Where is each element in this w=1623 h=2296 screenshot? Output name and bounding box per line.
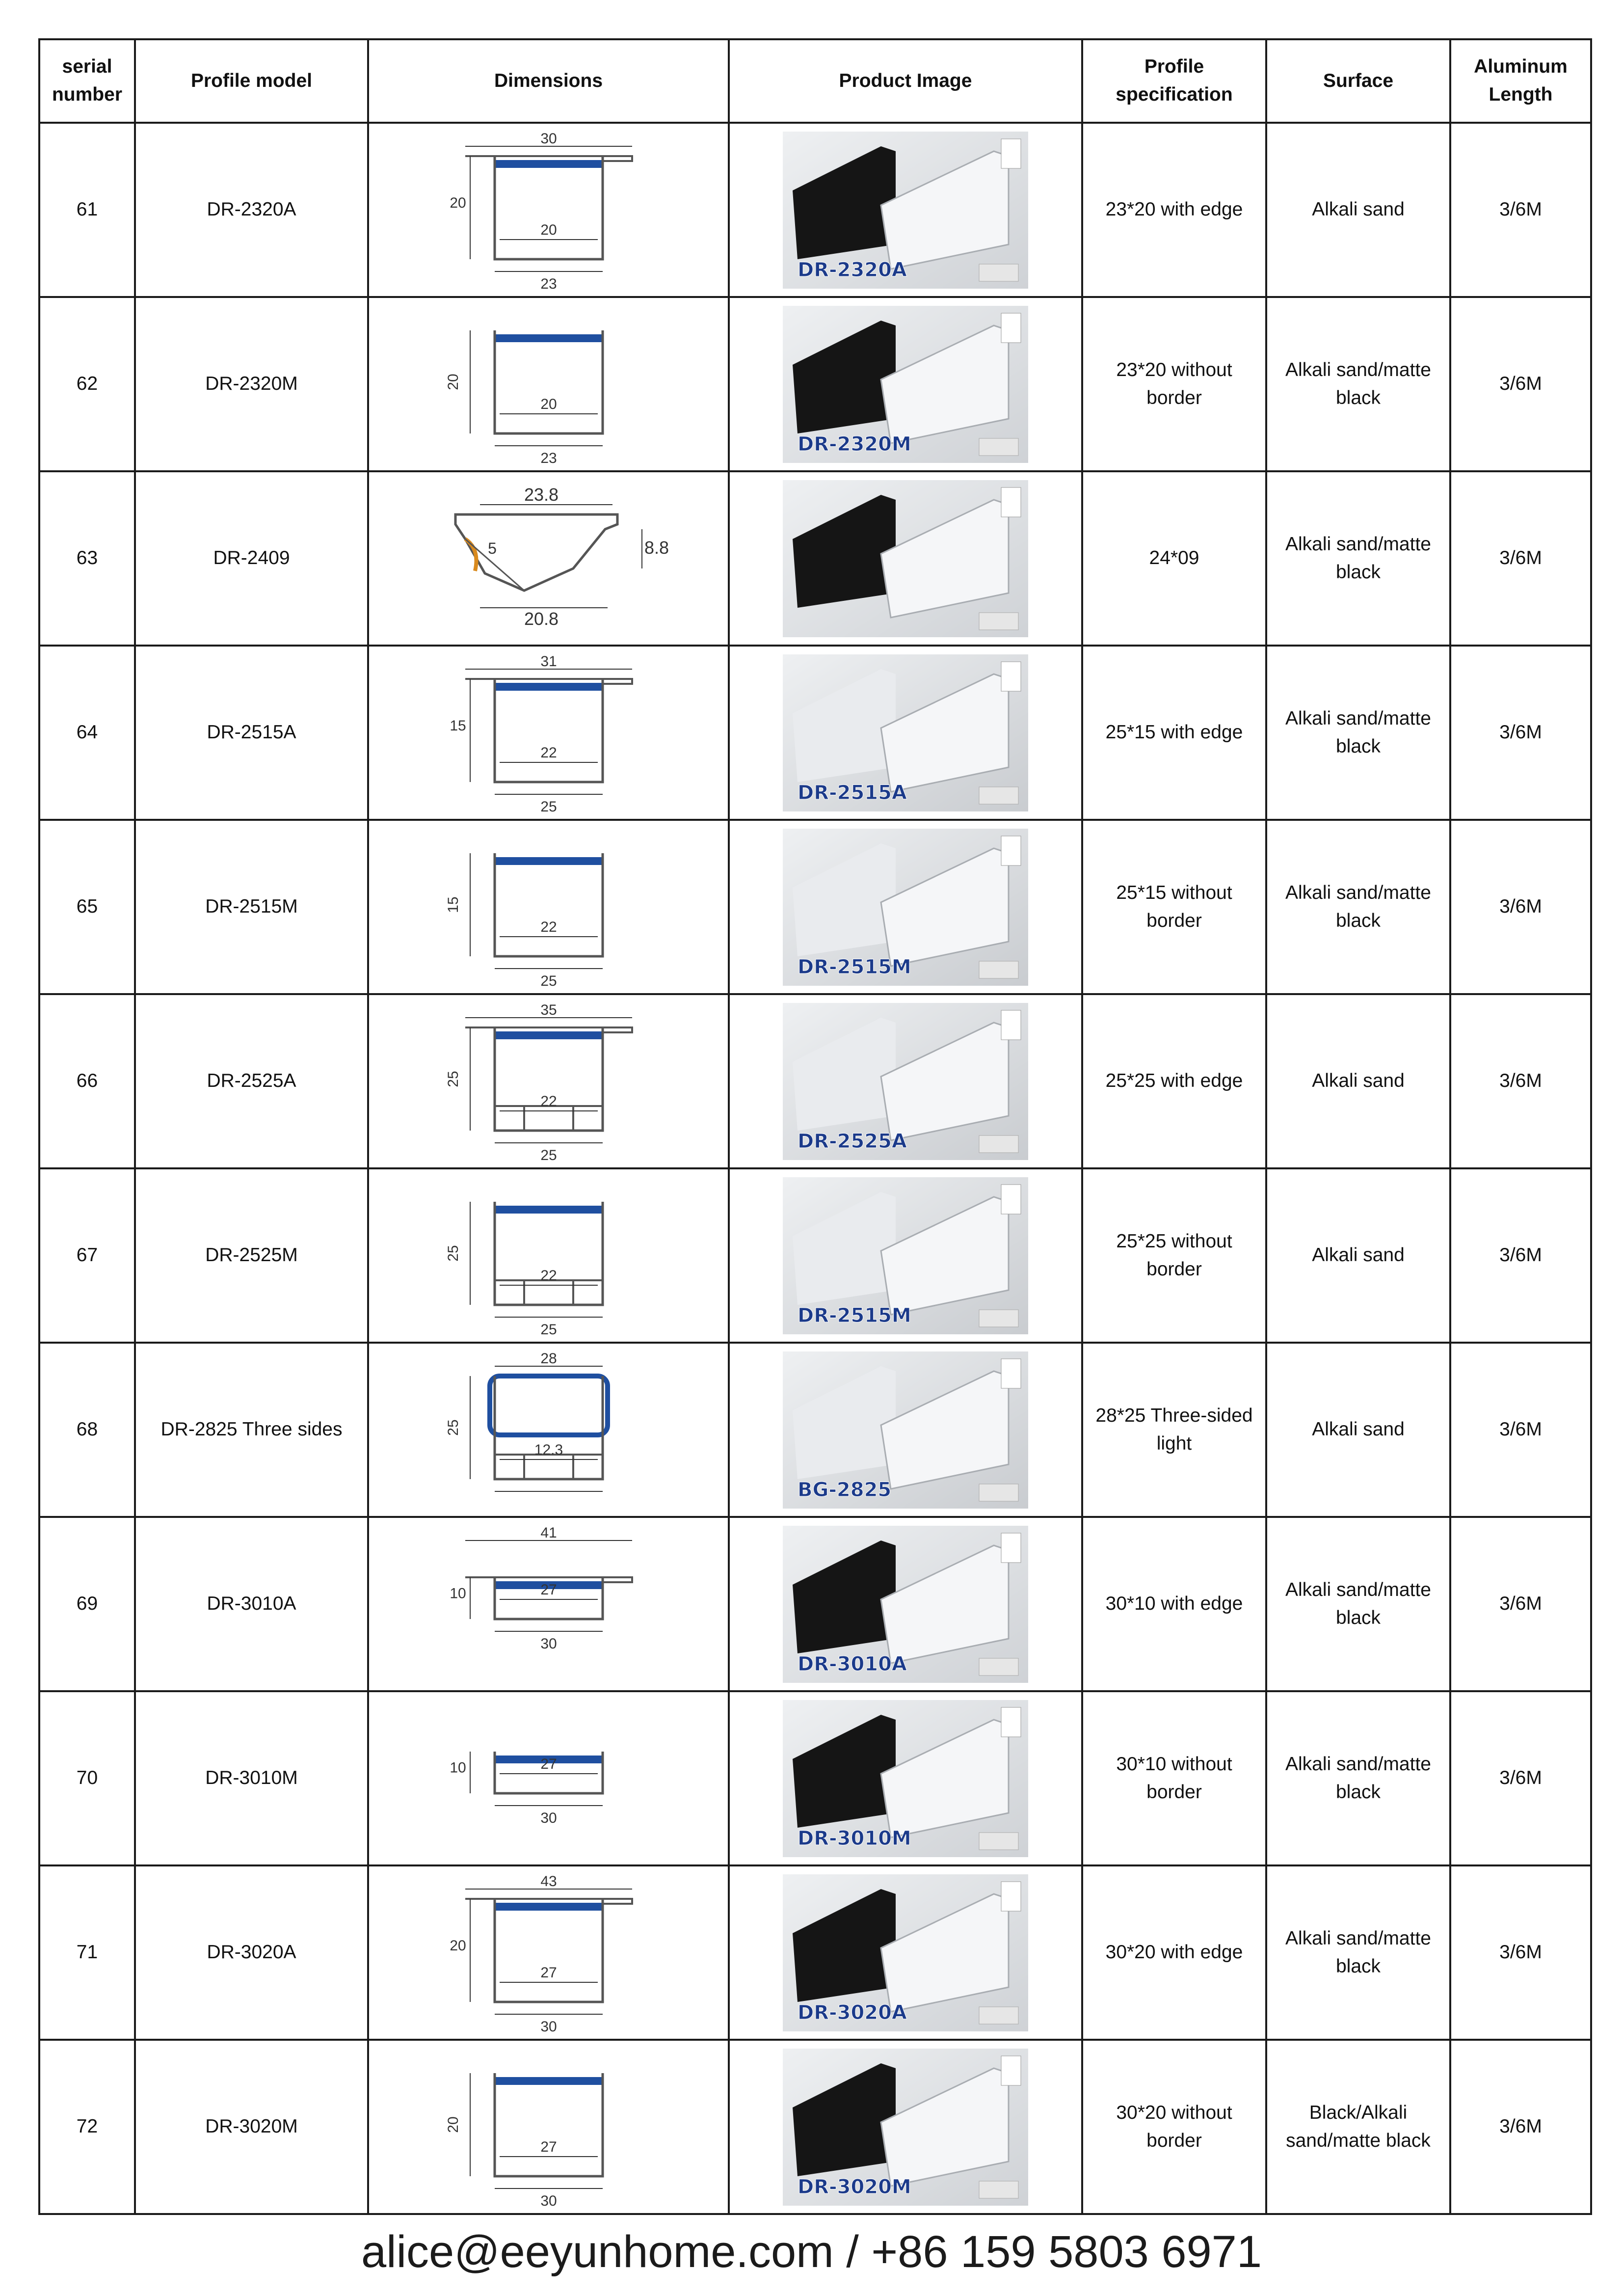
aluminum-length: 3/6M — [1450, 1865, 1591, 2040]
product-photo-label: DR-2320A — [798, 258, 907, 281]
header-spec: Profile specification — [1082, 39, 1266, 123]
aluminum-length: 3/6M — [1450, 123, 1591, 297]
dimensions-cell — [368, 471, 729, 646]
product-photo — [783, 654, 1028, 811]
profile-spec: 24*09 — [1082, 471, 1266, 646]
dimension-drawing — [411, 826, 686, 988]
product-photo-label: DR-3020M — [798, 2175, 911, 2198]
header-length: Aluminum Length — [1450, 39, 1591, 123]
dimension-drawing — [411, 1872, 686, 2034]
header-serial: serial number — [39, 39, 135, 123]
aluminum-length: 3/6M — [1450, 1168, 1591, 1343]
product-photo — [783, 1526, 1028, 1683]
aluminum-length: 3/6M — [1450, 2040, 1591, 2214]
dimensions-cell — [368, 2040, 729, 2214]
profile-model: DR-2409 — [135, 471, 368, 646]
image-cell — [729, 994, 1082, 1168]
header-image: Product Image — [729, 39, 1082, 123]
profile-model: DR-2320A — [135, 123, 368, 297]
contact-footer: alice@eeyunhome.com / +86 159 5803 6971 — [361, 2227, 1262, 2277]
dimension-label: 22 — [540, 1267, 557, 1284]
dimension-label: 5 — [487, 539, 497, 557]
table-row — [39, 994, 1591, 1168]
header-dimensions: Dimensions — [368, 39, 729, 123]
serial-number: 72 — [39, 2040, 135, 2214]
product-photo — [783, 2049, 1028, 2206]
dimension-label: 15 — [445, 896, 461, 913]
product-table — [38, 38, 1592, 2215]
product-photo — [783, 480, 1028, 637]
aluminum-length: 3/6M — [1450, 471, 1591, 646]
aluminum-length: 3/6M — [1450, 297, 1591, 471]
profile-spec: 25*15 without border — [1082, 820, 1266, 994]
dimension-label: 8.8 — [644, 537, 669, 558]
serial-number: 71 — [39, 1865, 135, 2040]
profile-model: DR-2320M — [135, 297, 368, 471]
dimension-drawing — [411, 303, 686, 465]
aluminum-length: 3/6M — [1450, 1343, 1591, 1517]
dimension-drawing — [411, 1698, 686, 1860]
dimension-label: 22 — [540, 1093, 557, 1109]
product-photo — [783, 1874, 1028, 2031]
dimension-label: 23 — [540, 450, 557, 465]
dimension-drawing — [411, 1175, 686, 1337]
dimensions-cell — [368, 1517, 729, 1691]
dimension-label: 30 — [540, 2192, 557, 2208]
dimension-drawing — [411, 478, 686, 640]
dimensions-cell — [368, 1865, 729, 2040]
product-photo — [783, 1003, 1028, 1160]
dimension-label: 31 — [540, 653, 557, 670]
dimension-drawing — [411, 1523, 686, 1685]
product-photo-label: DR-3010A — [798, 1652, 907, 1675]
product-photo-label: DR-2515A — [798, 781, 907, 804]
image-cell — [729, 1517, 1082, 1691]
dimension-label: 25 — [445, 1419, 461, 1436]
profile-model: DR-3010M — [135, 1691, 368, 1865]
image-cell — [729, 820, 1082, 994]
image-cell — [729, 2040, 1082, 2214]
dimension-label: 27 — [540, 1756, 557, 1772]
dimensions-cell — [368, 994, 729, 1168]
image-cell — [729, 1865, 1082, 2040]
dimension-label: 30 — [540, 2018, 557, 2034]
profile-model: DR-2515A — [135, 646, 368, 820]
table-row — [39, 1168, 1591, 1343]
serial-number: 63 — [39, 471, 135, 646]
header-surface: Surface — [1266, 39, 1450, 123]
header-model: Profile model — [135, 39, 368, 123]
surface: Alkali sand/matte black — [1266, 1691, 1450, 1865]
dimensions-cell — [368, 646, 729, 820]
dimensions-cell — [368, 1691, 729, 1865]
profile-spec: 25*25 without border — [1082, 1168, 1266, 1343]
profile-model: DR-2515M — [135, 820, 368, 994]
product-photo-label: DR-3020A — [798, 2001, 907, 2024]
profile-spec: 28*25 Three-sided light — [1082, 1343, 1266, 1517]
table-row — [39, 1691, 1591, 1865]
dimension-label: 20 — [445, 373, 461, 390]
dimension-label: 27 — [540, 1964, 557, 1981]
profile-spec: 30*20 without border — [1082, 2040, 1266, 2214]
dimension-label: 20 — [449, 194, 466, 211]
surface: Black/Alkali sand/matte black — [1266, 2040, 1450, 2214]
dimension-label: 10 — [449, 1759, 466, 1776]
dimension-label: 25 — [540, 798, 557, 814]
dimension-drawing — [411, 1349, 686, 1511]
dimension-drawing — [411, 1000, 686, 1162]
dimension-label: 20 — [540, 396, 557, 412]
serial-number: 68 — [39, 1343, 135, 1517]
image-cell — [729, 1343, 1082, 1517]
product-photo-label: BG-2825 — [798, 1478, 892, 1501]
surface: Alkali sand/matte black — [1266, 1865, 1450, 2040]
dimension-label: 27 — [540, 1581, 557, 1598]
surface: Alkali sand — [1266, 1168, 1450, 1343]
dimension-label: 22 — [540, 918, 557, 935]
dimension-label: 25 — [445, 1070, 461, 1087]
serial-number: 69 — [39, 1517, 135, 1691]
dimension-label: 20 — [445, 2116, 461, 2133]
profile-spec: 23*20 with edge — [1082, 123, 1266, 297]
profile-model: DR-3020A — [135, 1865, 368, 2040]
dimension-label: 30 — [540, 1635, 557, 1652]
dimensions-cell — [368, 1168, 729, 1343]
dimension-label: 25 — [540, 1321, 557, 1337]
surface: Alkali sand — [1266, 994, 1450, 1168]
profile-spec: 25*25 with edge — [1082, 994, 1266, 1168]
aluminum-length: 3/6M — [1450, 1691, 1591, 1865]
product-photo — [783, 306, 1028, 463]
dimension-label: 30 — [540, 1810, 557, 1826]
dimension-label: 25 — [540, 1147, 557, 1162]
profile-spec: 30*10 without border — [1082, 1691, 1266, 1865]
serial-number: 62 — [39, 297, 135, 471]
dimensions-cell — [368, 123, 729, 297]
surface: Alkali sand/matte black — [1266, 297, 1450, 471]
dimension-label: 20.8 — [524, 608, 559, 629]
surface: Alkali sand/matte black — [1266, 646, 1450, 820]
dimension-label: 25 — [445, 1244, 461, 1262]
table-row — [39, 1865, 1591, 2040]
image-cell — [729, 471, 1082, 646]
profile-spec: 23*20 without border — [1082, 297, 1266, 471]
profile-spec: 25*15 with edge — [1082, 646, 1266, 820]
dimension-label: 35 — [540, 1001, 557, 1018]
profile-spec: 30*20 with edge — [1082, 1865, 1266, 2040]
product-photo — [783, 1177, 1028, 1334]
product-photo-label: DR-2515M — [798, 1304, 911, 1327]
dimensions-cell — [368, 297, 729, 471]
product-photo-label: DR-3010M — [798, 1827, 911, 1850]
table-row — [39, 2040, 1591, 2214]
dimension-drawing — [411, 2046, 686, 2208]
dimension-label: 23.8 — [524, 484, 559, 505]
surface: Alkali sand — [1266, 1343, 1450, 1517]
aluminum-length: 3/6M — [1450, 994, 1591, 1168]
profile-model: DR-3020M — [135, 2040, 368, 2214]
serial-number: 66 — [39, 994, 135, 1168]
dimension-drawing — [411, 652, 686, 814]
image-cell — [729, 297, 1082, 471]
dimension-label: 28 — [540, 1350, 557, 1367]
dimension-label: 15 — [449, 717, 466, 734]
image-cell — [729, 1691, 1082, 1865]
table-row — [39, 646, 1591, 820]
surface: Alkali sand — [1266, 123, 1450, 297]
profile-model: DR-3010A — [135, 1517, 368, 1691]
aluminum-length: 3/6M — [1450, 820, 1591, 994]
aluminum-length: 3/6M — [1450, 646, 1591, 820]
dimension-drawing — [411, 129, 686, 291]
surface: Alkali sand/matte black — [1266, 820, 1450, 994]
dimension-label: 41 — [540, 1524, 557, 1541]
image-cell — [729, 1168, 1082, 1343]
serial-number: 67 — [39, 1168, 135, 1343]
surface: Alkali sand/matte black — [1266, 1517, 1450, 1691]
serial-number: 64 — [39, 646, 135, 820]
product-photo — [783, 1700, 1028, 1857]
product-photo — [783, 829, 1028, 986]
dimension-label: 20 — [540, 221, 557, 238]
profile-model: DR-2525M — [135, 1168, 368, 1343]
dimension-label: 43 — [540, 1873, 557, 1890]
table-row — [39, 123, 1591, 297]
dimension-label: 23 — [540, 275, 557, 291]
serial-number: 61 — [39, 123, 135, 297]
dimension-label: 30 — [540, 130, 557, 147]
dimensions-cell — [368, 820, 729, 994]
dimension-label: 10 — [449, 1585, 466, 1601]
product-photo-label: DR-2320M — [798, 432, 911, 456]
image-cell — [729, 123, 1082, 297]
table-row — [39, 471, 1591, 646]
table-row — [39, 297, 1591, 471]
image-cell — [729, 646, 1082, 820]
product-photo — [783, 132, 1028, 289]
dimension-label: 25 — [540, 972, 557, 988]
serial-number: 65 — [39, 820, 135, 994]
serial-number: 70 — [39, 1691, 135, 1865]
table-row — [39, 820, 1591, 994]
dimension-label: 20 — [449, 1937, 466, 1954]
table-row — [39, 1343, 1591, 1517]
surface: Alkali sand/matte black — [1266, 471, 1450, 646]
profile-model: DR-2525A — [135, 994, 368, 1168]
profile-model: DR-2825 Three sides — [135, 1343, 368, 1517]
product-photo-label: DR-2515M — [798, 955, 911, 978]
profile-spec: 30*10 with edge — [1082, 1517, 1266, 1691]
dimension-label: 22 — [540, 744, 557, 761]
dimensions-cell — [368, 1343, 729, 1517]
dimension-label: 27 — [540, 2138, 557, 2155]
header-row — [39, 39, 1591, 123]
product-photo-label: DR-2525A — [798, 1130, 907, 1153]
table-row — [39, 1517, 1591, 1691]
aluminum-length: 3/6M — [1450, 1517, 1591, 1691]
dimension-label: 12.3 — [534, 1441, 563, 1458]
product-photo — [783, 1351, 1028, 1509]
